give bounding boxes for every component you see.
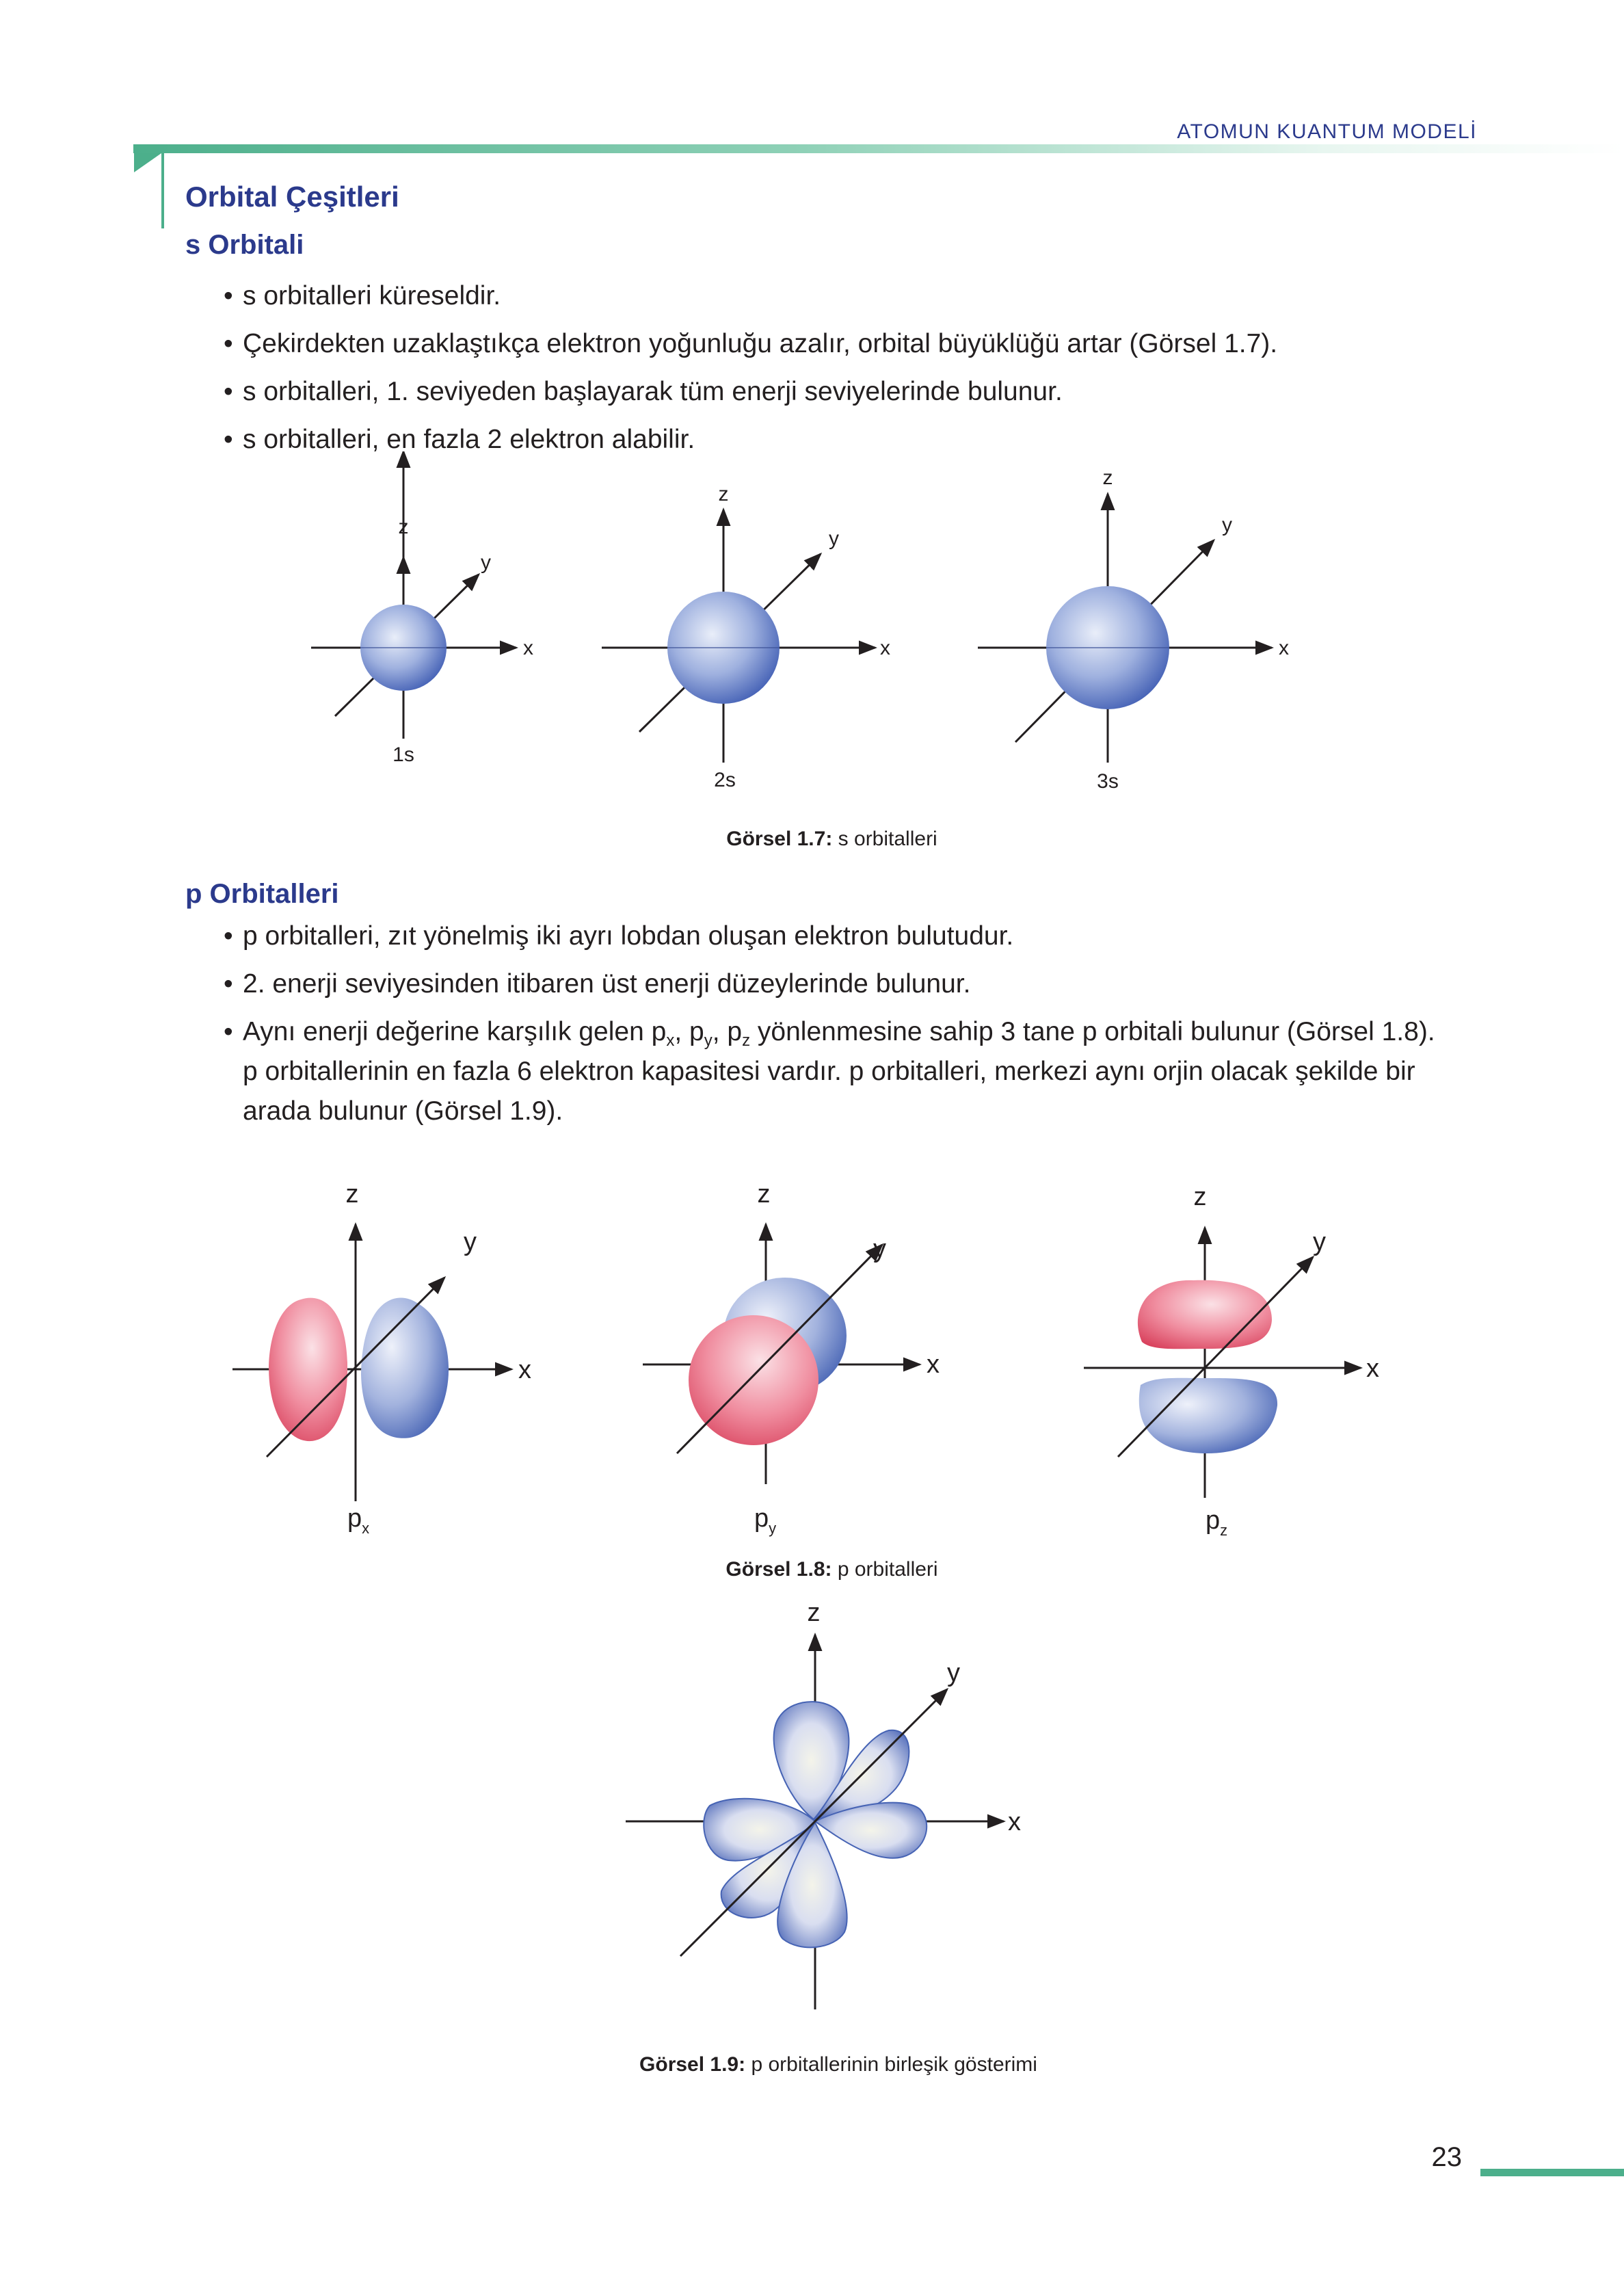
orbital-py	[643, 1180, 940, 1537]
x-axis-label: x	[1008, 1808, 1021, 1836]
orbital-label-1s: 1s	[392, 743, 414, 766]
z-axis-label: z	[807, 1598, 821, 1627]
s-orbital-heading: s Orbitali	[185, 230, 304, 260]
p-bullet-2: • 2. enerji seviyesinden itibaren üst enerji düzeylerinde bulunur.	[224, 969, 971, 999]
p-bullet-1: • p orbitalleri, zıt yönelmiş iki ayrı lobdan oluşan elektron bulutudur.	[224, 921, 1014, 951]
s-bullet-1: • s orbitalleri küreseldir.	[224, 281, 501, 311]
y-axis-label: y	[947, 1659, 960, 1687]
combined-orbital	[626, 1598, 1021, 2009]
s-bullet-2: • Çekirdekten uzaklaştıkça elektron yoğunluğu azalır, orbital büyüklüğü artar (Görsel 1.7).	[224, 329, 1278, 358]
y-axis-label: y	[829, 527, 839, 550]
orbital-label-pz: $p_z$	[1206, 1506, 1228, 1539]
z-axis-label: z	[398, 516, 409, 538]
z-axis-label: z	[1193, 1183, 1207, 1211]
y-axis-label: y	[1222, 514, 1232, 536]
y-axis-label: y	[873, 1235, 886, 1263]
page-number: 23	[1431, 2142, 1462, 2172]
figure-1-9-caption: Görsel 1.9: p orbitallerinin birleşik gösterimi	[639, 2053, 1037, 2076]
z-axis-label: z	[718, 483, 729, 505]
orbital-px	[232, 1180, 531, 1537]
x-axis-label: x	[927, 1350, 940, 1379]
orbital-label-2s: 2s	[714, 769, 736, 791]
combined-p-orbitals-figure	[0, 1594, 1624, 2031]
running-title: ATOMUN KUANTUM MODELİ	[1177, 120, 1477, 143]
orbital-pz	[1084, 1183, 1379, 1539]
header-notch	[134, 153, 161, 172]
orbital-1s	[311, 451, 533, 766]
section-title: Orbital Çeşitleri	[185, 181, 399, 213]
s-bullet-3: • s orbitalleri, 1. seviyeden başlayarak tüm enerji seviyelerinde bulunur.	[224, 377, 1063, 406]
x-axis-label: x	[1366, 1354, 1379, 1383]
header-vertical-line	[161, 153, 164, 228]
orbital-label-3s: 3s	[1097, 770, 1119, 793]
orbital-label-px: $p_x$	[347, 1504, 370, 1537]
x-axis-label: x	[1279, 637, 1289, 659]
x-axis-label: x	[523, 637, 533, 659]
p-orbital-heading: p Orbitalleri	[185, 879, 339, 909]
y-axis-label: y	[1313, 1228, 1326, 1256]
x-axis-label: x	[518, 1356, 531, 1384]
p-orbitals-figure	[0, 1163, 1624, 1559]
figure-1-7-caption: Görsel 1.7: s orbitalleri	[726, 828, 937, 850]
z-axis-label: z	[345, 1180, 359, 1209]
p-bullet-3: • Aynı enerji değerine karşılık gelen $p_x$, $p_y$, $p_z$ yönlenmesine sahip 3 tane p orbitali bulunur (Görsel 1.8). p orbitallerinin en fazla 6 elektron kapasitesi vardır. p orbitalleri, merkezi aynı orjin olacak şekilde bir arada bulunur (Görsel 1.9).	[224, 1017, 1435, 1126]
orbital-3s	[978, 466, 1289, 793]
s-orbitals-figure	[0, 451, 1624, 807]
z-axis-label: z	[1102, 466, 1113, 489]
figure-1-8-caption: Görsel 1.8: p orbitalleri	[726, 1558, 938, 1581]
y-axis-label: y	[464, 1228, 477, 1256]
footer-rule	[1480, 2169, 1624, 2176]
orbital-label-py: $p_y$	[754, 1504, 777, 1537]
s-bullet-4: • s orbitalleri, en fazla 2 elektron alabilir.	[224, 425, 695, 454]
y-axis-label: y	[481, 551, 491, 574]
header-rule	[133, 144, 1624, 153]
orbital-2s	[602, 483, 890, 791]
z-axis-label: z	[757, 1180, 771, 1209]
x-axis-label: x	[880, 637, 890, 659]
